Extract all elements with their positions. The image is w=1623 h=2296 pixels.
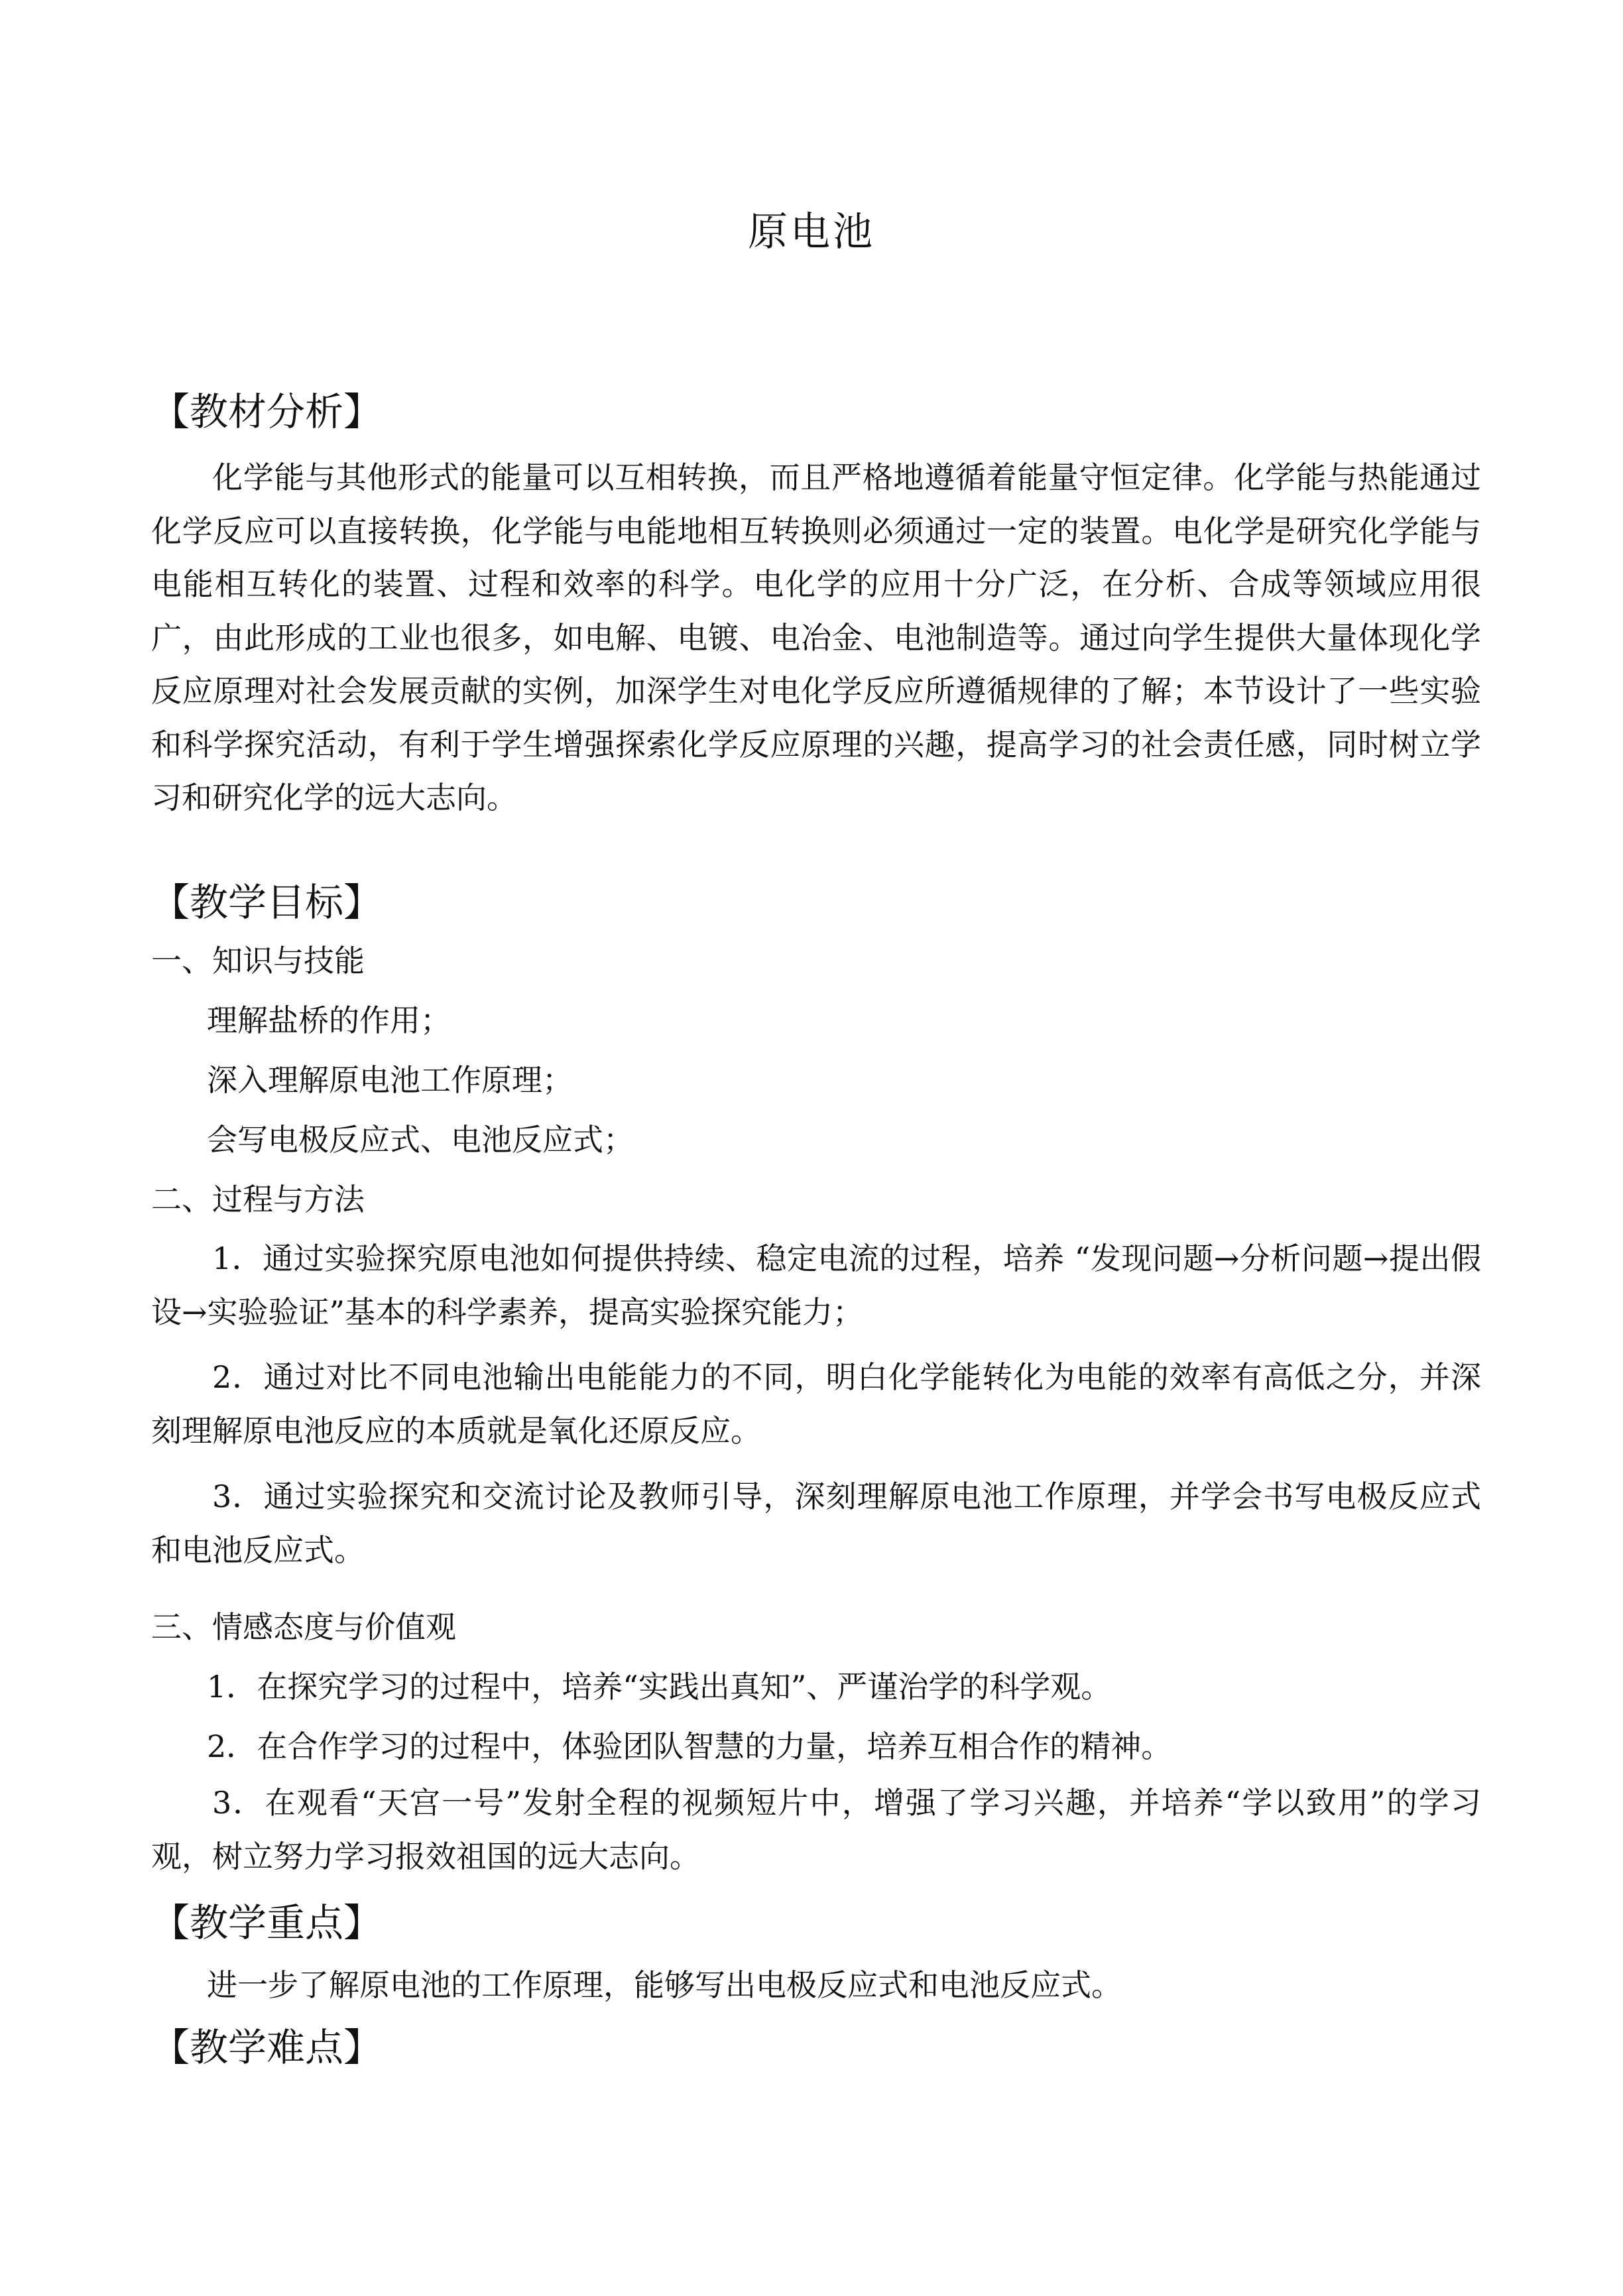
section-heading-difficulties: 【教学难点】 [151, 2025, 383, 2070]
subheading-process-methods: 二、过程与方法 [151, 1181, 365, 1217]
attitude-item: 3．在观看“天宫一号”发射全程的视频短片中，增强了学习兴趣，并培养“学以致用”的学习观，树立努力学习报效祖国的远大志向。 [151, 1785, 1481, 1874]
page-title: 原电池 [748, 209, 875, 255]
subheading-attitude-values: 三、情感态度与价值观 [151, 1609, 456, 1645]
process-item: 2．通过对比不同电池输出电能能力的不同，明白化学能转化为电能的效率有高低之分，并深刻理解原电池反应的本质就是氧化还原反应。 [151, 1359, 1481, 1449]
attitude-item: 2．在合作学习的过程中，体验团队智慧的力量，培养互相合作的精神。 [207, 1728, 1172, 1764]
attitude-item: 1．在探究学习的过程中，培养“实践出真知”、严谨治学的科学观。 [207, 1669, 1112, 1705]
process-item: 3．通过实验探究和交流讨论及教师引导，深刻理解原电池工作原理，并学会书写电极反应式和电池反应式。 [151, 1479, 1481, 1568]
textbook-analysis-paragraph: 化学能与其他形式的能量可以互相转换，而且严格地遵循着能量守恒定律。化学能与热能通过化学反应可以直接转换，化学能与电能地相互转换则必须通过一定的装置。电化学是研究化学能与电能相互转化的装置、过程和效率的科学。电化学的应用十分广泛，在分析、合成等领域应用很广，由此形成的工业也很多，如电解、电镀、电冶金、电池制造等。通过向学生提供大量体现化学反应原理对社会发展贡献的实例，加深学生对电化学反应所遵循规律的了解；本节设计了一些实验和科学探究活动，有利于学生增强探索化学反应原理的兴趣，提高学习的社会责任感，同时树立学习和研究化学的远大志向。 [151, 459, 1481, 816]
subheading-knowledge-skills: 一、知识与技能 [151, 943, 365, 979]
section-heading-key-points: 【教学重点】 [151, 1900, 383, 1945]
process-item: 1．通过实验探究原电池如何提供持续、稳定电流的过程，培养 “发现问题→分析问题→提出假设→实验验证”基本的科学素养，提高实验探究能力； [151, 1240, 1481, 1330]
knowledge-item: 深入理解原电池工作原理； [207, 1062, 573, 1098]
key-points-paragraph: 进一步了解原电池的工作原理，能够写出电极反应式和电池反应式。 [207, 1967, 1122, 2003]
section-heading-textbook-analysis: 【教材分析】 [151, 389, 383, 434]
section-heading-teaching-goals: 【教学目标】 [151, 880, 383, 925]
knowledge-item: 理解盐桥的作用； [207, 1002, 451, 1038]
knowledge-item: 会写电极反应式、电池反应式； [207, 1122, 634, 1158]
